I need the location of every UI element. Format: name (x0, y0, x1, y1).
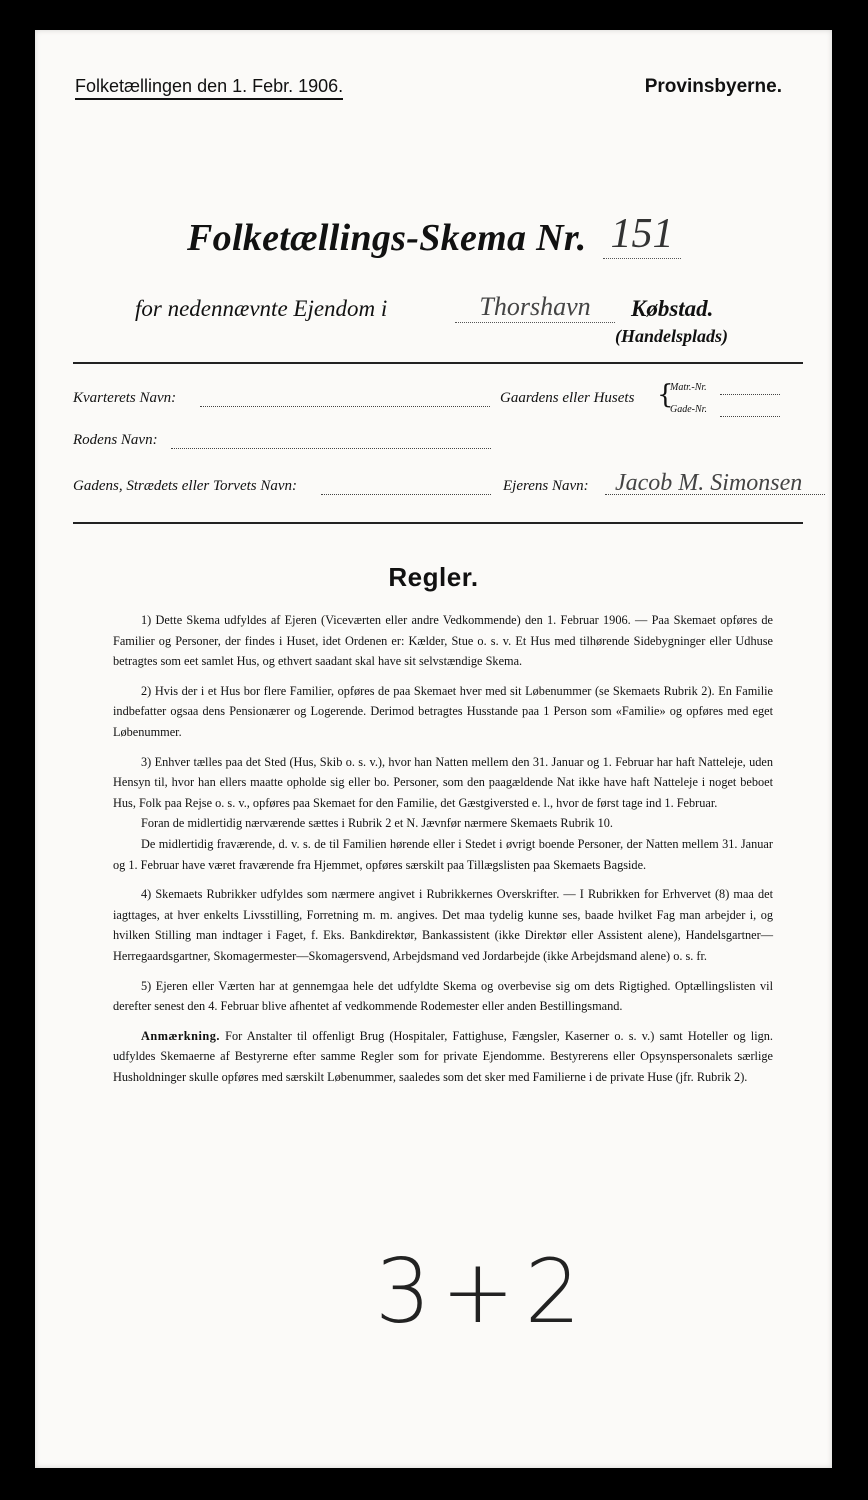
owner-name-field[interactable] (605, 494, 825, 495)
town-type: Købstad. (631, 296, 714, 321)
district-name-label: Rodens Navn: (73, 432, 158, 448)
house-label: Gaardens eller Husets (500, 390, 635, 406)
gade-nr-label: Gade-Nr. (670, 404, 707, 415)
divider-bottom (73, 522, 803, 524)
rule-3: 3) Enhver tælles paa det Sted (Hus, Skib o. s. v.), hvor han Natten mellem den 31. Januar og 1. Februar har haft Natteleje, uden Hensyn til, hvor han ellers maatte opholde sig eller bo. Personer, som den paagældende Nat ikke have haft Natteleje i noget beboet Hus, Folk paa Rejse o. s. v., opføres paa Skemaet for den Familie, det Gæstgiversted e. l., hvor de først tage ind 1. Februar. (113, 754, 773, 810)
quarter-name-label: Kvarterets Navn: (73, 390, 177, 406)
district-name-field[interactable] (171, 448, 491, 449)
street-name-label: Gadens, Strædets eller Torvets Navn: (73, 478, 298, 494)
region-header: Provinsbyerne. (644, 76, 782, 97)
matr-nr-field[interactable] (720, 394, 780, 395)
handwritten-count: 3+2 (375, 1240, 591, 1343)
rules-body (113, 610, 773, 1096)
annotation-text: For Anstalter til offenligt Brug (Hospitaler, Fattighuse, Fængsler, Kaserner o. s. v.) samt Hoteller og lign. udfyldes Skemaerne af Bestyrerne efter samme Regler som for private Ejendomme. Bestyrerens eller Opsynspersonalets særlige Husholdninger skulle opføres med særskilt Løbenummer, saaledes som det sker med Familierne i de private Huse (jfr. Rubrik 2). (113, 1028, 773, 1084)
rules-heading: Regler. (388, 562, 479, 592)
town-type-alt: (Handelsplads) (615, 326, 729, 346)
gade-nr-field[interactable] (720, 416, 780, 417)
form-number-handwritten: 151 (603, 210, 681, 259)
divider-top (73, 362, 803, 364)
street-name-field[interactable] (321, 494, 491, 495)
annotation (113, 1026, 773, 1088)
rule-5: 5) Ejeren eller Værten har at gennemgaa hele det udfyldte Skema og overbevise sig om dets Rigtighed. Optællingslisten vil derefter senest den 4. Februar blive afhentet af vedkommende Rodemester eller anden Bestillingsmand. (113, 978, 773, 1014)
rule-3b: Foran de midlertidig nærværende sættes i Rubrik 2 et N. Jævnfør nærmere Skemaets Rubrik 10. (141, 816, 614, 831)
rule-3c: De midlertidig fraværende, d. v. s. de til Familien hørende eller i Stedet i øvrigt boende Personer, der Natten mellem 31. Januar og 1. Februar have været fraværende fra Hjemmet, opføres særskilt paa Tillægslisten paa Skemaets Bagside. (113, 836, 773, 872)
census-date-header: Folketællingen den 1. Febr. 1906. (75, 76, 343, 100)
owner-name-label: Ejerens Navn: (503, 478, 589, 494)
census-form-page (35, 30, 832, 1468)
rule-4: 4) Skemaets Rubrikker udfyldes som nærmere angivet i Rubrikkernes Overskrifter. — I Rubrikken for Erhvervet (8) maa det iagttages, at hver enkelts Livsstilling, Forretning m. m. angives. Det maa tydelig kunne ses, baade hvilket Fag man arbejder i, og hvilken Stilling man indtager i Faget, f. Eks. Bankdirektør, Bankassistent (ikke Direktør eller Assistent alene), Handelsgartner—Herregaardsgartner, Skomagermester—Skomagersvend, Arbejdsmand ved Jordarbejde (ikke Arbejdsmand alene) o. s. fr. (113, 887, 773, 963)
form-title: Folketællings-Skema Nr. (187, 217, 587, 259)
town-handwritten: Thorshavn (455, 292, 615, 323)
brace-icon: { (657, 380, 674, 410)
property-prefix: for nedennævnte Ejendom i (135, 296, 388, 321)
matr-nr-label: Matr.-Nr. (670, 382, 707, 393)
annotation-heading: Anmærkning. (141, 1028, 220, 1043)
owner-name-handwritten: Jacob M. Simonsen (615, 470, 803, 496)
rule-1: 1) Dette Skema udfyldes af Ejeren (Viceværten eller andre Vedkommende) den 1. Februar 1906. — Paa Skemaet opføres de Familier og Personer, der findes i Huset, idet Ordenen er: Kælder, Stue o. s. v. Et Hus med tilhørende Sidebygninger eller Udhuse betragtes som eet samlet Hus, og ethvert saadant skal have sit selvstændige Skema. (113, 613, 773, 669)
rule-2: 2) Hvis der i et Hus bor flere Familier, opføres de paa Skemaet hver med sit Løbenummer (se Skemaets Rubrik 2). En Familie indbefatter ogsaa dens Pensionærer og Logerende. Derimod betragtes Husstande paa 1 Person som «Familie» og opføres med eget Løbenummer. (113, 683, 773, 739)
quarter-name-field[interactable] (200, 406, 490, 407)
